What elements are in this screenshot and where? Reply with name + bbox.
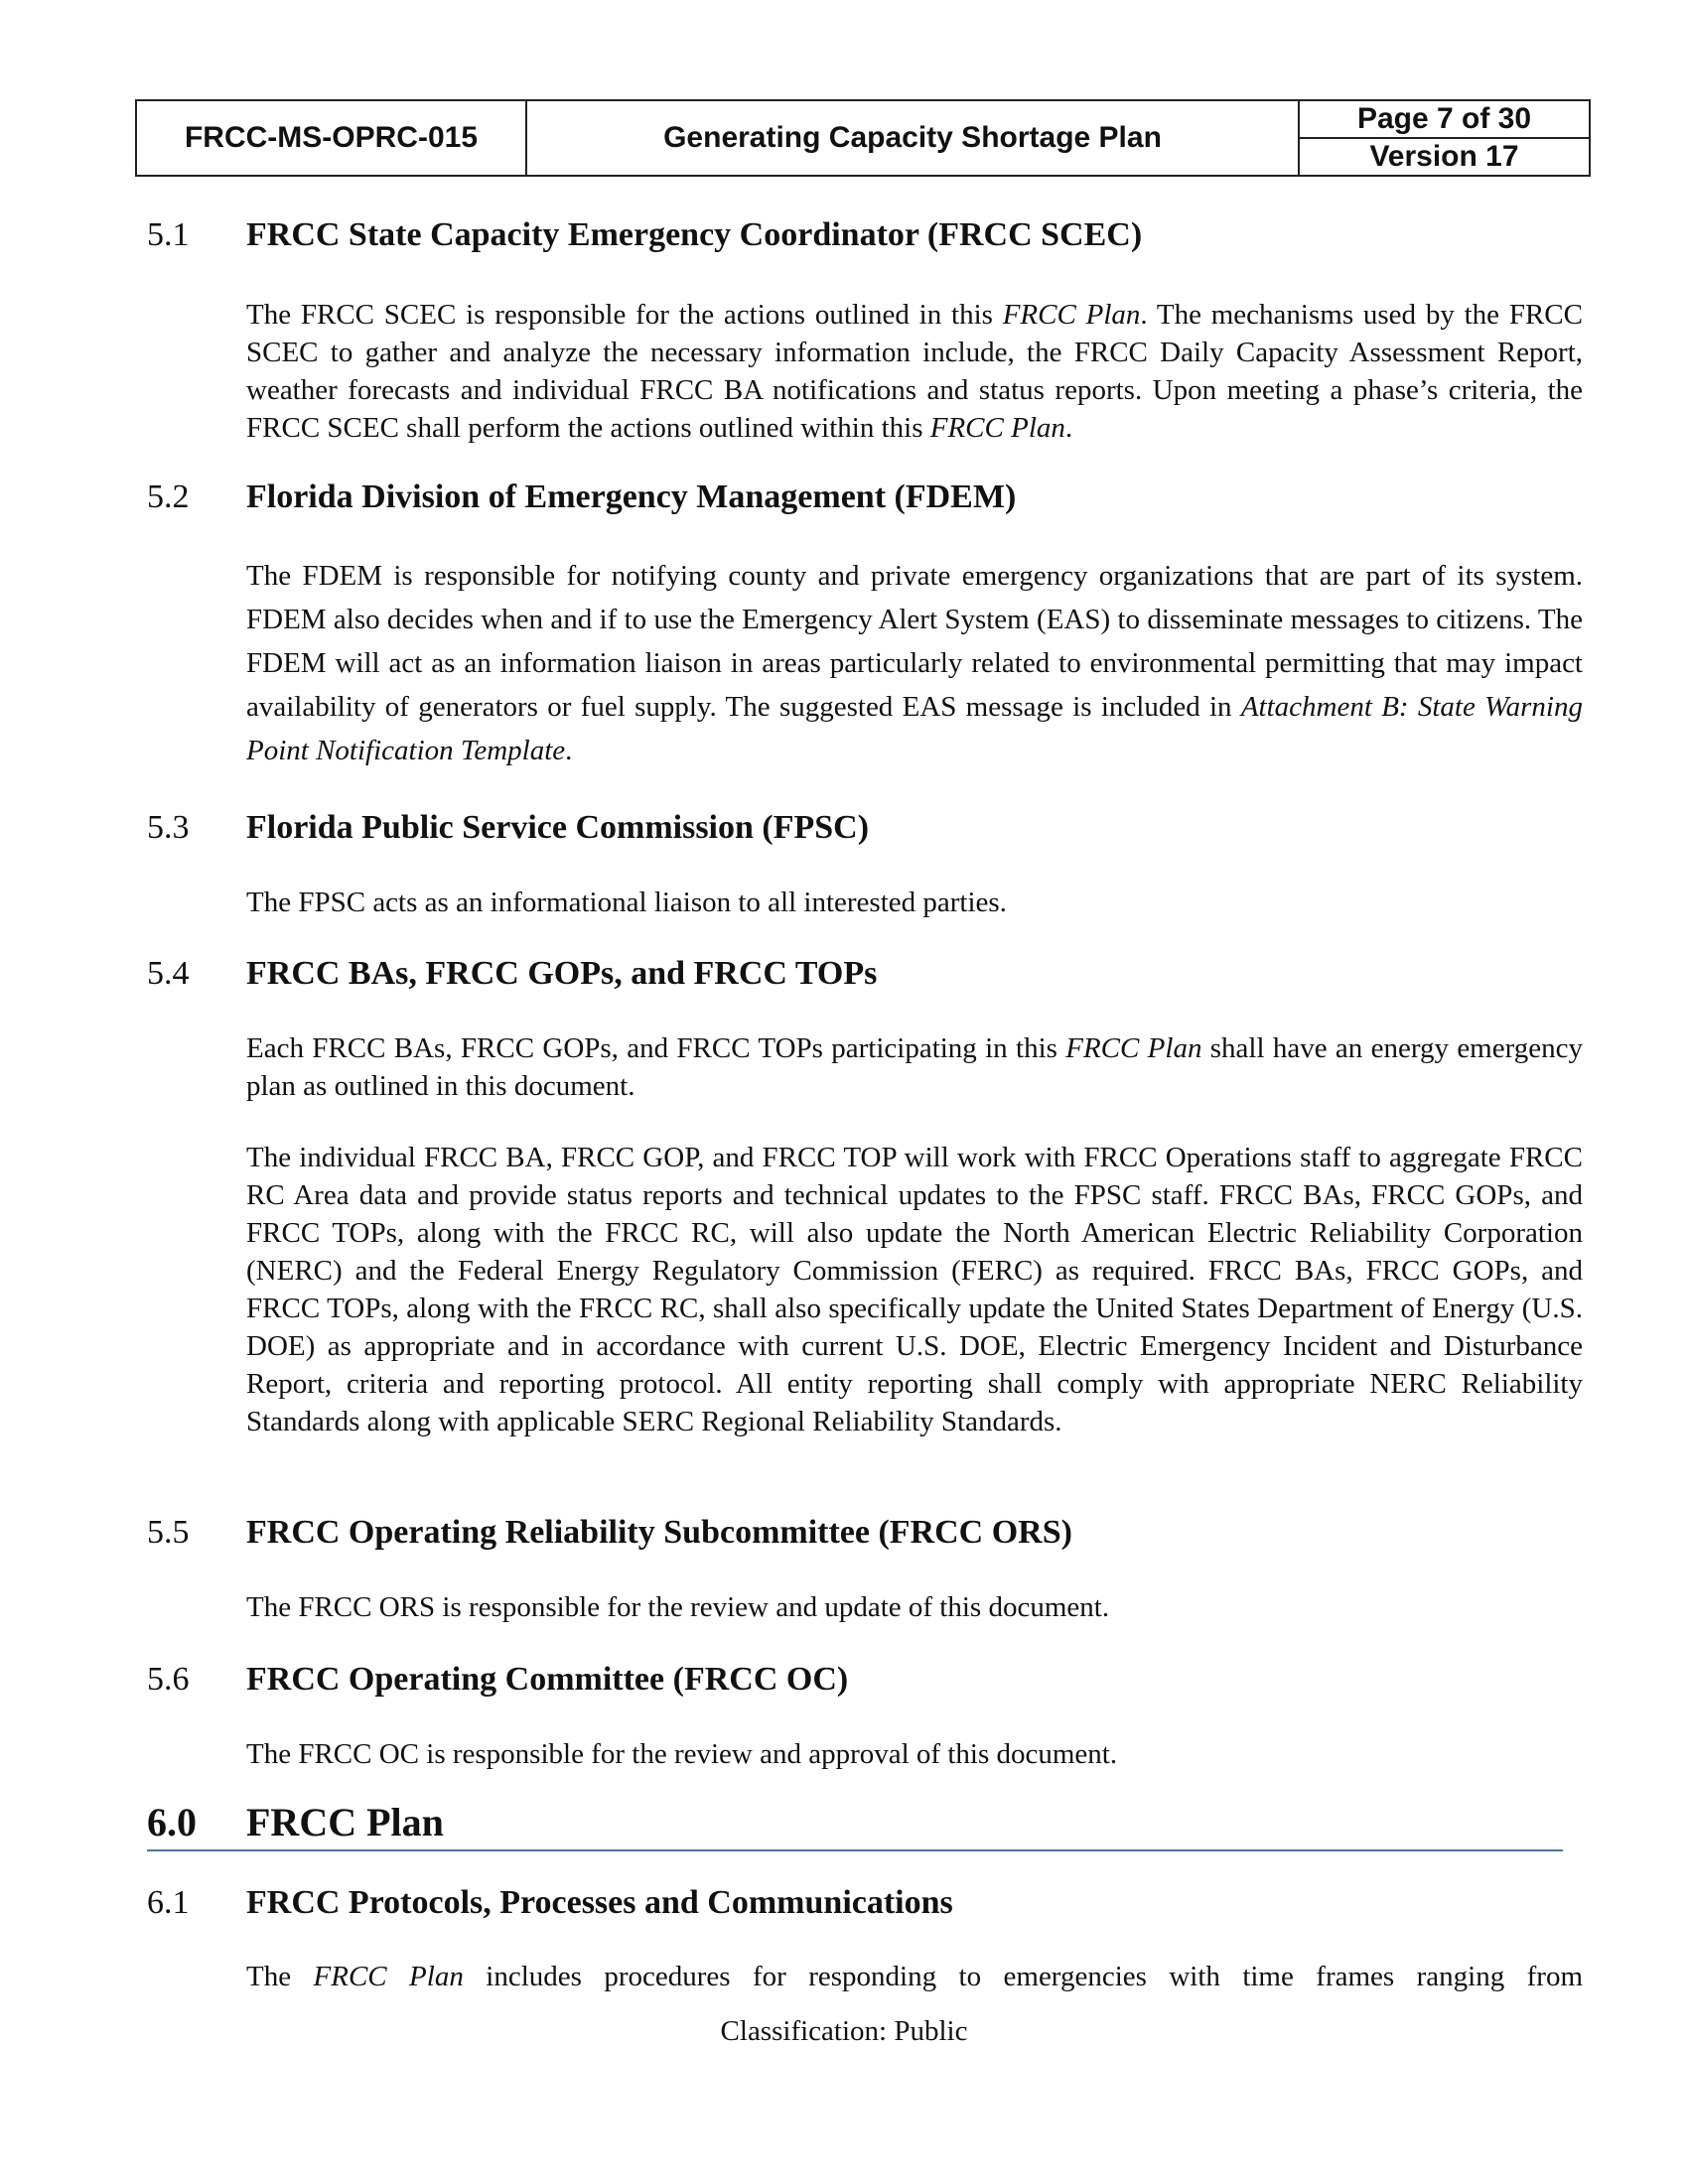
document-title: Generating Capacity Shortage Plan (527, 101, 1300, 175)
page-version-cell (1300, 101, 1589, 175)
paragraph-6-1: The FRCC Plan includes procedures for responding to emergencies with time frames ranging from (246, 1961, 1584, 1992)
document-header (135, 99, 1591, 177)
section-title: FRCC BAs, FRCC GOPs, and FRCC TOPs (246, 955, 878, 992)
section-title: Florida Division of Emergency Management (FDEM) (246, 478, 1017, 515)
section-title: FRCC Operating Committee (FRCC OC) (246, 1661, 849, 1698)
section-number: 6.0 (147, 1800, 197, 1844)
section-number: 5.6 (147, 1661, 190, 1698)
section-heading-6-1 (147, 1884, 953, 1922)
section-number: 6.1 (147, 1884, 190, 1921)
paragraph-5-4-b: The individual FRCC BA, FRCC GOP, and FRCC TOP will work with FRCC Operations staff to aggregate FRCC RC Area data and provide status reports and technical updates to the FPSC staff. FRCC BAs, FRCC GOPs, and FRCC TOPs, along with the FRCC RC, will also update the North American Electric Reliability Corporation (NERC) and the Federal Energy Regulatory Commission (FERC) as required. FRCC BAs, FRCC GOPs, and FRCC TOPs, along with the FRCC RC, shall also specifically update the United States Department of Energy (U.S. DOE) as appropriate and in accordance with current U.S. DOE, Electric Emergency Incident and Disturbance Report, criteria and reporting protocol. All entity reporting shall comply with appropriate NERC Reliability Standards along with applicable SERC Regional Reliability Standards. (246, 1142, 1583, 1437)
section-number: 5.2 (147, 478, 190, 515)
classification-footer: Classification: Public (720, 2015, 968, 2047)
section-heading-5-5 (147, 1514, 1072, 1552)
section-title: FRCC Operating Reliability Subcommittee (FRCC ORS) (246, 1514, 1072, 1551)
paragraph-5-3: The FPSC acts as an informational liaison to all interested parties. (246, 887, 1007, 918)
section-number: 5.4 (147, 955, 190, 992)
section-heading-5-1 (147, 216, 1142, 254)
section-title: Florida Public Service Commission (FPSC) (246, 809, 870, 846)
section-title: FRCC Plan (246, 1800, 444, 1844)
paragraph-5-6: The FRCC OC is responsible for the review and approval of this document. (246, 1738, 1118, 1770)
section-number: 5.5 (147, 1514, 190, 1551)
section-number: 5.3 (147, 809, 190, 846)
document-id: FRCC-MS-OPRC-015 (137, 101, 527, 175)
section-number: 5.1 (147, 216, 190, 253)
section-heading-5-4 (147, 955, 877, 993)
section-heading-5-2 (147, 478, 1016, 516)
version-number: Version 17 (1369, 140, 1519, 173)
paragraph-5-2: The FDEM is responsible for notifying county and private emergency organizations that are part of its system. FDEM also decides when and if to use the Emergency Alert System (EAS) to disseminate messages to citizens. The FDEM will act as an information liaison in areas particularly related to environmental permitting that may impact availability of generators or fuel supply. The suggested EAS message is included in Attachment B: State Warning Point Notification Template. (246, 560, 1583, 766)
section-title: FRCC State Capacity Emergency Coordinator (FRCC SCEC) (246, 216, 1143, 253)
paragraph-5-5: The FRCC ORS is responsible for the review and update of this document. (246, 1591, 1110, 1623)
section-heading-5-3 (147, 809, 869, 847)
section-heading-5-6 (147, 1661, 848, 1699)
section-title: FRCC Protocols, Processes and Communications (246, 1884, 953, 1921)
section-heading-6-0 (147, 1799, 1563, 1851)
page-number: Page 7 of 30 (1300, 101, 1589, 139)
paragraph-5-4-a: Each FRCC BAs, FRCC GOPs, and FRCC TOPs participating in this FRCC Plan shall have an energy emergency plan as outlined in this document. (246, 1032, 1583, 1102)
paragraph-5-1: The FRCC SCEC is responsible for the actions outlined in this FRCC Plan. The mechanisms used by the FRCC SCEC to gather and analyze the necessary information include, the FRCC Daily Capacity Assessment Report, weather forecasts and individual FRCC BA notifications and status reports. Upon meeting a phase’s criteria, the FRCC SCEC shall perform the actions outlined within this FRCC Plan. (246, 299, 1583, 444)
